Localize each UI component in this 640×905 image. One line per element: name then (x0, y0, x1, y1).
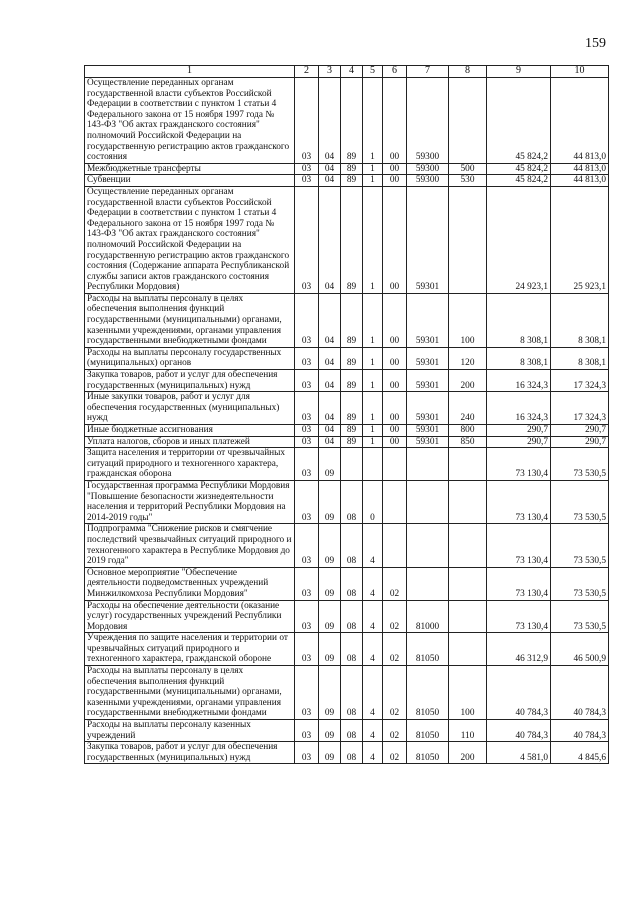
cell-col-4 (341, 448, 363, 481)
cell-col-5: 1 (363, 347, 383, 369)
column-header: 6 (383, 66, 407, 78)
cell-col-10: 290,7 (551, 436, 609, 448)
table-row (85, 78, 609, 164)
table-row (85, 347, 609, 369)
cell-col-4: 89 (341, 347, 363, 369)
cell-col-8: 200 (449, 370, 487, 392)
table-row (85, 175, 609, 187)
cell-col-5: 0 (363, 480, 383, 523)
cell-col-10: 25 923,1 (551, 186, 609, 293)
cell-col-2: 03 (295, 666, 319, 720)
cell-col-4: 89 (341, 175, 363, 187)
table-row (85, 633, 609, 666)
cell-col-8: 240 (449, 392, 487, 425)
cell-col-8: 200 (449, 742, 487, 764)
cell-col-8: 120 (449, 347, 487, 369)
cell-col-9: 4 581,0 (487, 742, 551, 764)
cell-col-3: 04 (319, 436, 341, 448)
cell-col-7: 59301 (407, 293, 449, 347)
cell-col-6: 00 (383, 370, 407, 392)
cell-col-8: 500 (449, 163, 487, 175)
cell-col-10: 8 308,1 (551, 293, 609, 347)
cell-col-5: 1 (363, 425, 383, 437)
cell-col-10: 44 813,0 (551, 175, 609, 187)
cell-col-8 (449, 600, 487, 633)
cell-col-10: 4 845,6 (551, 742, 609, 764)
cell-col-7: 59301 (407, 392, 449, 425)
row-name-cell: Межбюджетные трансферты (85, 163, 295, 175)
cell-col-2: 03 (295, 392, 319, 425)
cell-col-3: 09 (319, 666, 341, 720)
row-name-cell: Иные бюджетные ассигнования (85, 425, 295, 437)
cell-col-5: 1 (363, 78, 383, 164)
cell-col-6 (383, 480, 407, 523)
cell-col-2: 03 (295, 347, 319, 369)
cell-col-4: 89 (341, 78, 363, 164)
cell-col-4: 08 (341, 742, 363, 764)
cell-col-3: 09 (319, 567, 341, 600)
cell-col-9: 45 824,2 (487, 175, 551, 187)
row-name-cell: Учреждения по защите населения и территории от чрезвычайных ситуаций природного и техногенного характера, гражданской обороне (85, 633, 295, 666)
cell-col-6 (383, 448, 407, 481)
row-name-cell: Закупка товаров, работ и услуг для обеспечения государственных (муниципальных) нужд (85, 742, 295, 764)
cell-col-6: 02 (383, 600, 407, 633)
cell-col-8 (449, 524, 487, 567)
cell-col-9: 290,7 (487, 436, 551, 448)
cell-col-2: 03 (295, 448, 319, 481)
cell-col-2: 03 (295, 720, 319, 742)
cell-col-4: 08 (341, 600, 363, 633)
cell-col-5: 1 (363, 392, 383, 425)
cell-col-3: 04 (319, 347, 341, 369)
cell-col-7: 59301 (407, 425, 449, 437)
cell-col-10: 290,7 (551, 425, 609, 437)
cell-col-5: 4 (363, 524, 383, 567)
cell-col-10: 40 784,3 (551, 720, 609, 742)
row-name-cell: Защита населения и территории от чрезвычайных ситуаций природного и техногенного характера, гражданская оборона (85, 448, 295, 481)
cell-col-5: 4 (363, 720, 383, 742)
row-name-cell: Осуществление переданных органам государственной власти субъектов Российской Федерации в соответствии с пунктом 1 статьи 4 Федерального закона от 15 ноября 1997 года № 143-ФЗ "Об актах гражданского состояния" полномочий Российской Федерации на государственную регистрацию актов гражданского состояния (85, 78, 295, 164)
table-row (85, 392, 609, 425)
cell-col-4: 89 (341, 186, 363, 293)
table-row (85, 425, 609, 437)
cell-col-7: 59301 (407, 436, 449, 448)
cell-col-7 (407, 480, 449, 523)
cell-col-3: 04 (319, 425, 341, 437)
cell-col-4: 08 (341, 480, 363, 523)
cell-col-6: 00 (383, 186, 407, 293)
cell-col-9: 8 308,1 (487, 293, 551, 347)
cell-col-5: 1 (363, 186, 383, 293)
cell-col-9: 73 130,4 (487, 600, 551, 633)
row-name-cell: Закупка товаров, работ и услуг для обеспечения государственных (муниципальных) нужд (85, 370, 295, 392)
cell-col-6: 00 (383, 347, 407, 369)
cell-col-10: 73 530,5 (551, 480, 609, 523)
column-header: 5 (363, 66, 383, 78)
cell-col-6: 00 (383, 163, 407, 175)
cell-col-8: 100 (449, 293, 487, 347)
cell-col-3: 09 (319, 600, 341, 633)
cell-col-10: 8 308,1 (551, 347, 609, 369)
cell-col-9: 8 308,1 (487, 347, 551, 369)
cell-col-3: 09 (319, 633, 341, 666)
cell-col-8 (449, 78, 487, 164)
column-header: 8 (449, 66, 487, 78)
cell-col-4: 89 (341, 370, 363, 392)
cell-col-8: 110 (449, 720, 487, 742)
cell-col-9: 16 324,3 (487, 370, 551, 392)
cell-col-5: 4 (363, 633, 383, 666)
cell-col-4: 89 (341, 293, 363, 347)
cell-col-9: 290,7 (487, 425, 551, 437)
cell-col-10: 73 530,5 (551, 567, 609, 600)
cell-col-7 (407, 448, 449, 481)
column-header: 3 (319, 66, 341, 78)
table-row (85, 163, 609, 175)
cell-col-3: 04 (319, 175, 341, 187)
cell-col-3: 04 (319, 186, 341, 293)
cell-col-7: 59300 (407, 175, 449, 187)
column-header: 1 (85, 66, 295, 78)
cell-col-8 (449, 448, 487, 481)
table-row (85, 293, 609, 347)
cell-col-10: 17 324,3 (551, 392, 609, 425)
cell-col-4: 89 (341, 163, 363, 175)
cell-col-6: 00 (383, 392, 407, 425)
cell-col-8: 530 (449, 175, 487, 187)
table-row (85, 524, 609, 567)
cell-col-6: 00 (383, 78, 407, 164)
cell-col-5: 4 (363, 567, 383, 600)
cell-col-10: 73 530,5 (551, 600, 609, 633)
cell-col-2: 03 (295, 370, 319, 392)
table-row (85, 567, 609, 600)
row-name-cell: Иные закупки товаров, работ и услуг для обеспечения государственных (муниципальных) нужд (85, 392, 295, 425)
cell-col-9: 73 130,4 (487, 524, 551, 567)
cell-col-9: 40 784,3 (487, 720, 551, 742)
cell-col-10: 46 500,9 (551, 633, 609, 666)
column-header: 9 (487, 66, 551, 78)
cell-col-10: 73 530,5 (551, 448, 609, 481)
column-header: 4 (341, 66, 363, 78)
row-name-cell: Государственная программа Республики Мордовия "Повышение безопасности жизнедеятельности населения и территорий Республики Мордовия на 2014-2019 годы" (85, 480, 295, 523)
cell-col-7 (407, 567, 449, 600)
table-row (85, 370, 609, 392)
table-row (85, 448, 609, 481)
cell-col-2: 03 (295, 293, 319, 347)
cell-col-10: 40 784,3 (551, 666, 609, 720)
cell-col-4: 08 (341, 720, 363, 742)
cell-col-3: 04 (319, 392, 341, 425)
row-name-cell: Субвенции (85, 175, 295, 187)
cell-col-6: 02 (383, 720, 407, 742)
cell-col-9: 24 923,1 (487, 186, 551, 293)
cell-col-2: 03 (295, 425, 319, 437)
cell-col-3: 04 (319, 370, 341, 392)
cell-col-9: 45 824,2 (487, 163, 551, 175)
row-name-cell: Основное мероприятие "Обеспечение деятельности подведомственных учреждений Минжилкомхоза Республики Мордовия" (85, 567, 295, 600)
cell-col-10: 44 813,0 (551, 78, 609, 164)
cell-col-9: 73 130,4 (487, 567, 551, 600)
row-name-cell: Расходы на выплаты персоналу в целях обеспечения выполнения функций государственными (муниципальными) органами, казенными учреждениями, органами управления государственными внебюджетными фондами (85, 293, 295, 347)
table-row (85, 742, 609, 764)
column-header: 7 (407, 66, 449, 78)
cell-col-3: 09 (319, 480, 341, 523)
header-row (85, 66, 609, 78)
cell-col-5: 1 (363, 436, 383, 448)
table-row (85, 600, 609, 633)
cell-col-3: 09 (319, 524, 341, 567)
cell-col-7: 59300 (407, 163, 449, 175)
cell-col-6: 00 (383, 175, 407, 187)
cell-col-3: 09 (319, 742, 341, 764)
cell-col-10: 44 813,0 (551, 163, 609, 175)
budget-table (84, 65, 609, 764)
table-row (85, 480, 609, 523)
cell-col-7: 81050 (407, 633, 449, 666)
cell-col-2: 03 (295, 600, 319, 633)
cell-col-7: 59301 (407, 186, 449, 293)
cell-col-10: 17 324,3 (551, 370, 609, 392)
cell-col-7: 81050 (407, 742, 449, 764)
cell-col-8 (449, 480, 487, 523)
cell-col-7: 59300 (407, 78, 449, 164)
cell-col-6: 00 (383, 425, 407, 437)
cell-col-2: 03 (295, 163, 319, 175)
cell-col-2: 03 (295, 567, 319, 600)
cell-col-3: 09 (319, 448, 341, 481)
table-row (85, 186, 609, 293)
cell-col-2: 03 (295, 436, 319, 448)
cell-col-6: 00 (383, 293, 407, 347)
cell-col-2: 03 (295, 480, 319, 523)
cell-col-4: 89 (341, 425, 363, 437)
cell-col-6 (383, 524, 407, 567)
row-name-cell: Осуществление переданных органам государственной власти субъектов Российской Федерации в соответствии с пунктом 1 статьи 4 Федерального закона от 15 ноября 1997 года № 143-ФЗ "Об актах гражданского состояния" полномочий Российской Федерации на государственную регистрацию актов гражданского состояния (Содержание аппарата Республиканской службы записи актов гражданского состояния Республики Мордовия) (85, 186, 295, 293)
cell-col-3: 09 (319, 720, 341, 742)
cell-col-8 (449, 186, 487, 293)
cell-col-6: 02 (383, 666, 407, 720)
page-number: 159 (585, 36, 606, 51)
cell-col-5 (363, 448, 383, 481)
cell-col-4: 08 (341, 567, 363, 600)
cell-col-8: 100 (449, 666, 487, 720)
cell-col-7 (407, 524, 449, 567)
row-name-cell: Расходы на выплаты персоналу государственных (муниципальных) органов (85, 347, 295, 369)
table-row (85, 720, 609, 742)
cell-col-5: 1 (363, 163, 383, 175)
cell-col-9: 16 324,3 (487, 392, 551, 425)
cell-col-3: 04 (319, 78, 341, 164)
cell-col-2: 03 (295, 524, 319, 567)
cell-col-2: 03 (295, 78, 319, 164)
table-body (85, 78, 609, 764)
column-header: 2 (295, 66, 319, 78)
cell-col-6: 02 (383, 633, 407, 666)
cell-col-6: 00 (383, 436, 407, 448)
cell-col-9: 73 130,4 (487, 480, 551, 523)
cell-col-8: 850 (449, 436, 487, 448)
cell-col-7: 59301 (407, 347, 449, 369)
row-name-cell: Уплата налогов, сборов и иных платежей (85, 436, 295, 448)
cell-col-2: 03 (295, 633, 319, 666)
cell-col-7: 81050 (407, 666, 449, 720)
cell-col-5: 4 (363, 666, 383, 720)
cell-col-5: 1 (363, 293, 383, 347)
cell-col-8 (449, 633, 487, 666)
table-row (85, 666, 609, 720)
cell-col-5: 4 (363, 600, 383, 633)
cell-col-7: 81050 (407, 720, 449, 742)
cell-col-4: 89 (341, 392, 363, 425)
cell-col-2: 03 (295, 175, 319, 187)
cell-col-5: 1 (363, 175, 383, 187)
cell-col-6: 02 (383, 567, 407, 600)
cell-col-7: 81000 (407, 600, 449, 633)
cell-col-5: 4 (363, 742, 383, 764)
cell-col-3: 04 (319, 293, 341, 347)
cell-col-4: 08 (341, 524, 363, 567)
cell-col-4: 08 (341, 666, 363, 720)
cell-col-4: 08 (341, 633, 363, 666)
cell-col-3: 04 (319, 163, 341, 175)
cell-col-8 (449, 567, 487, 600)
cell-col-7: 59301 (407, 370, 449, 392)
cell-col-2: 03 (295, 186, 319, 293)
row-name-cell: Подпрограмма "Снижение рисков и смягчение последствий чрезвычайных ситуаций природного и техногенного характера в Республике Мордовия до 2019 года" (85, 524, 295, 567)
cell-col-4: 89 (341, 436, 363, 448)
cell-col-10: 73 530,5 (551, 524, 609, 567)
cell-col-8: 800 (449, 425, 487, 437)
row-name-cell: Расходы на обеспечение деятельности (оказание услуг) государственных учреждений Республики Мордовия (85, 600, 295, 633)
cell-col-5: 1 (363, 370, 383, 392)
column-header: 10 (551, 66, 609, 78)
row-name-cell: Расходы на выплаты персоналу казенных учреждений (85, 720, 295, 742)
cell-col-9: 40 784,3 (487, 666, 551, 720)
cell-col-9: 73 130,4 (487, 448, 551, 481)
cell-col-9: 45 824,2 (487, 78, 551, 164)
cell-col-9: 46 312,9 (487, 633, 551, 666)
row-name-cell: Расходы на выплаты персоналу в целях обеспечения выполнения функций государственными (муниципальными) органами, казенными учреждениями, органами управления государственными внебюджетными фондами (85, 666, 295, 720)
table-row (85, 436, 609, 448)
cell-col-6: 02 (383, 742, 407, 764)
cell-col-2: 03 (295, 742, 319, 764)
